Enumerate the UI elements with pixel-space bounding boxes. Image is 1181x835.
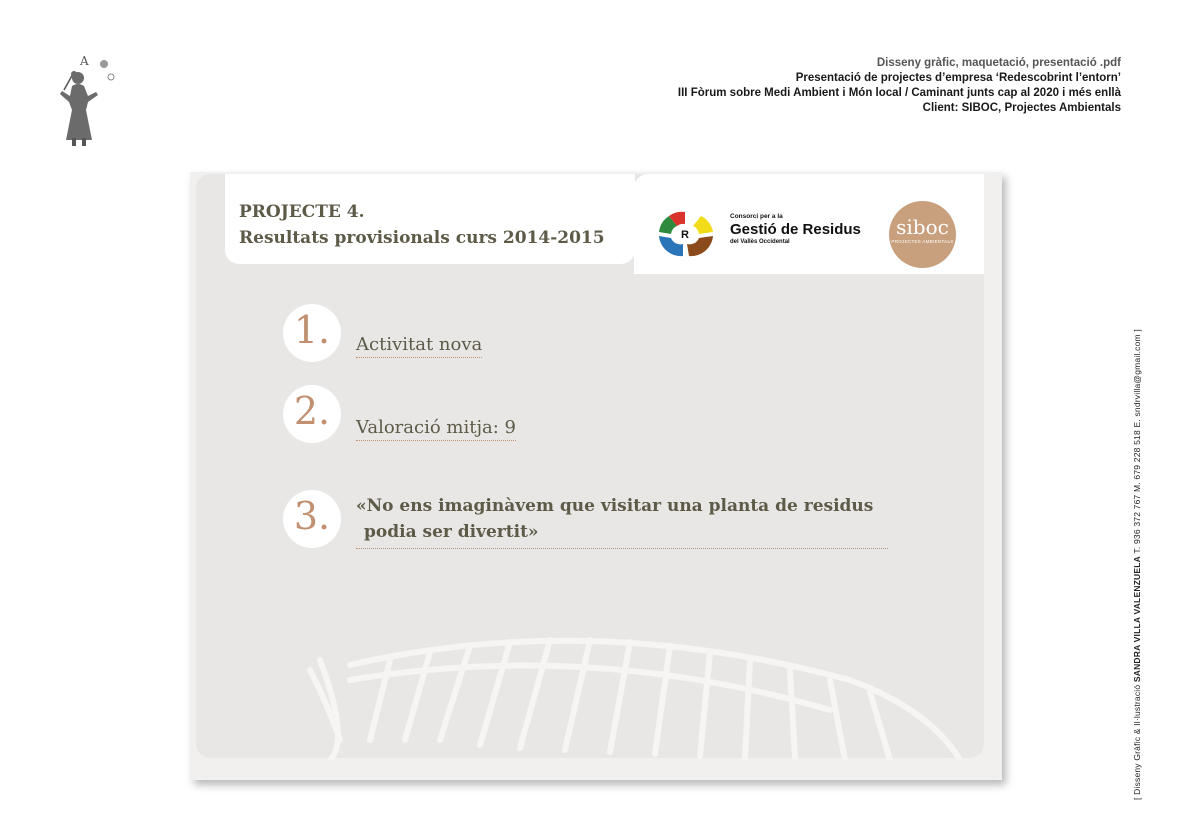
siboc-subtitle: PROJECTES AMBIENTALS: [891, 239, 954, 244]
side-name: SANDRA VILLA VALENZUELA: [1132, 556, 1142, 683]
leaf-decoration-icon: [290, 620, 980, 760]
cgr-letter: R: [681, 229, 689, 241]
item-number: 3.: [293, 494, 331, 538]
girl-conductor-illustration-icon: [52, 50, 132, 150]
item-quote: [356, 493, 888, 549]
cgr-subtitle: del Vallès Occidental: [730, 239, 790, 245]
item-text: Valoració mitja: 9: [356, 417, 516, 441]
item-number-badge: [283, 490, 341, 548]
slide-title-line-2: Resultats provisionals curs 2014-2015: [239, 228, 605, 248]
header-line-1: Disseny gràfic, maquetació, presentació .pdf: [876, 57, 1121, 69]
item-text: Activitat nova: [356, 334, 482, 358]
quote-line-1: «No ens imaginàvem que visitar una planta de residus: [356, 496, 874, 516]
header-line-3: III Fòrum sobre Medi Ambient i Món local / Caminant junts cap al 2020 i més enllà: [677, 87, 1121, 99]
side-contact: T. 936 372 767 M. 679 228 518 E. sndrvilla@gmail.com ]: [1132, 329, 1142, 554]
gestio-residus-logo-icon: [655, 210, 715, 258]
side-prefix: [ Disseny Gràfic & Il·lustració: [1132, 684, 1142, 800]
cgr-small-text: Consorci per a la: [730, 213, 783, 220]
item-number: 1.: [293, 308, 331, 352]
header-credits: [678, 56, 1121, 116]
item-number-badge: [283, 304, 341, 362]
quote-line-2: podia ser divertit»: [364, 522, 539, 542]
slide-title-tab: [225, 174, 635, 264]
logo-letter: A: [80, 54, 89, 68]
siboc-name: siboc: [896, 215, 949, 239]
slide-title-line-1: PROJECTE 4.: [239, 202, 365, 222]
gestio-residus-logo-text: [730, 213, 861, 245]
siboc-logo: [889, 201, 956, 268]
header-line-2: Presentació de projectes d’empresa ‘Redescobrint l’entorn’: [795, 72, 1121, 84]
item-number: 2.: [293, 389, 331, 433]
item-number-badge: [283, 385, 341, 443]
header-line-4: Client: SIBOC, Projectes Ambientals: [922, 102, 1121, 114]
side-contact-text: [1132, 329, 1142, 800]
cgr-name: Gestió de Residus: [730, 221, 861, 238]
